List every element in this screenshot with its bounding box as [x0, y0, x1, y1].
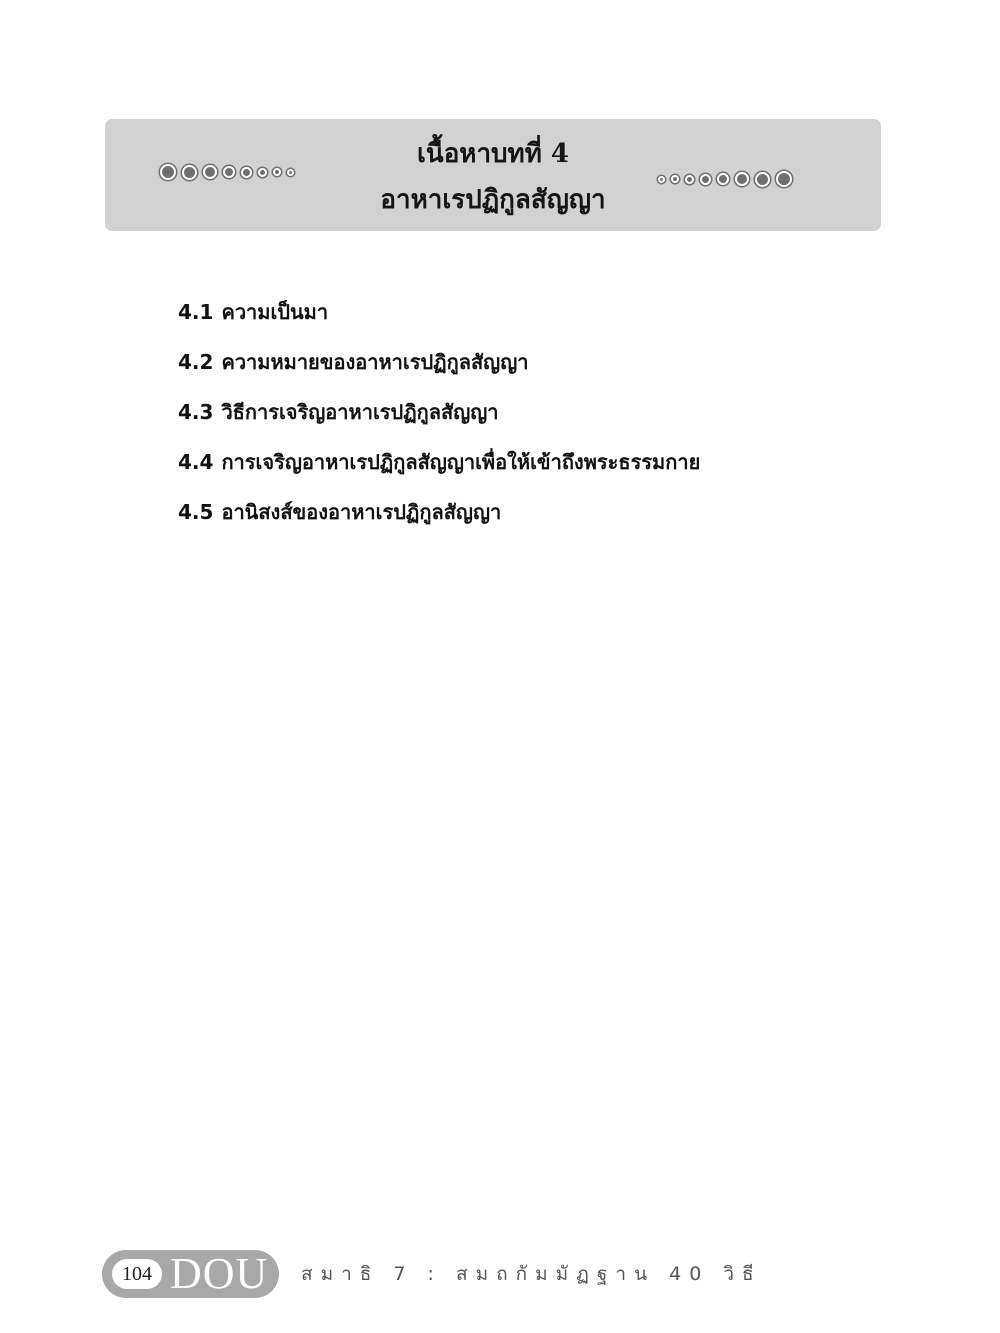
dot-ornament — [223, 166, 235, 178]
toc-item-number: 4.1 — [178, 300, 214, 324]
toc-item-title: ความหมายของอาหาเรปฏิกูลสัญญา — [221, 350, 529, 374]
toc-item — [178, 287, 700, 337]
footer-badge — [102, 1250, 279, 1298]
dot-ornament — [658, 176, 665, 183]
dot-ornament — [776, 171, 792, 187]
dot-ornament — [671, 175, 679, 183]
chapter-header — [105, 119, 881, 231]
dot-ornament — [241, 167, 252, 178]
chapter-name: อาหาเรปฏิกูลสัญญา — [380, 185, 606, 215]
toc-item-number: 4.3 — [178, 400, 214, 424]
toc-item — [178, 487, 700, 537]
dot-ornament — [287, 169, 294, 176]
toc-item — [178, 337, 700, 387]
brand-logo: DOU — [170, 1249, 269, 1298]
page-number: 104 — [112, 1259, 162, 1289]
toc-item-title: การเจริญอาหาเรปฏิกูลสัญญาเพื่อให้เข้าถึงพระธรรมกาย — [221, 450, 701, 474]
chapter-label: เนื้อหาบทที่ 4 — [417, 139, 569, 169]
dot-ornament — [735, 172, 749, 186]
toc-item-number: 4.5 — [178, 500, 214, 524]
table-of-contents — [178, 287, 700, 537]
toc-item-title: วิธีการเจริญอาหาเรปฏิกูลสัญญา — [221, 400, 499, 424]
toc-item-title: อานิสงส์ของอาหาเรปฏิกูลสัญญา — [221, 500, 502, 524]
toc-item-title: ความเป็นมา — [221, 300, 329, 324]
dot-ornament — [203, 165, 217, 179]
dot-ornament — [700, 174, 711, 185]
page-footer — [102, 1250, 762, 1298]
dot-ornament — [273, 168, 281, 176]
toc-item — [178, 387, 700, 437]
dot-ornament — [755, 172, 770, 187]
dot-ornament — [685, 175, 694, 184]
toc-item — [178, 437, 700, 487]
decorative-dots-right — [655, 171, 795, 187]
toc-item-number: 4.2 — [178, 350, 214, 374]
dot-ornament — [258, 168, 267, 177]
dot-ornament — [717, 173, 729, 185]
book-title: สมาธิ 7 : สมถกัมมัฏฐาน 40 วิธี — [301, 1263, 762, 1285]
toc-item-number: 4.4 — [178, 450, 214, 474]
